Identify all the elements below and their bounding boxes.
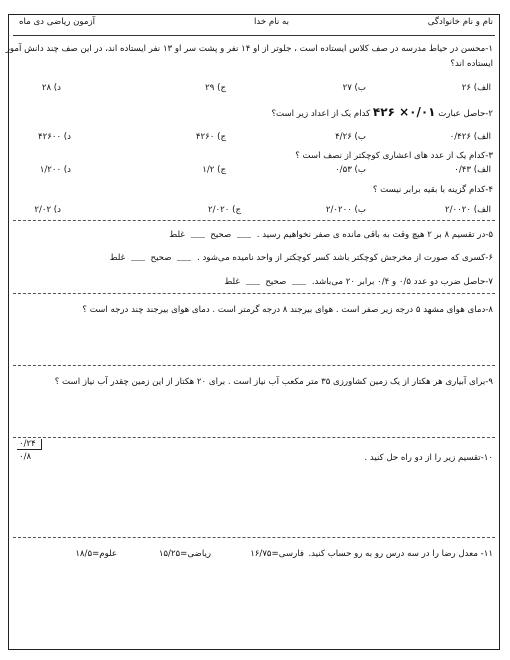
q7-false-box[interactable] xyxy=(246,284,260,285)
q5-false-label[interactable]: غلط xyxy=(169,230,185,240)
section-divider xyxy=(13,365,495,366)
q7-text: ۷-حاصل ضرب دو عدد ۰/۵ و ۰/۴ برابر ۲۰ می‌باشد. xyxy=(311,277,493,287)
q3-option-c[interactable]: ج) ۱/۲ xyxy=(202,165,226,175)
section-divider xyxy=(13,220,495,221)
q2-option-c[interactable]: ج) ۴۲۶۰ xyxy=(195,132,226,142)
question-2-text xyxy=(271,107,493,120)
q2-text-before: ۲-حاصل عبارت xyxy=(438,109,493,119)
q6-false-box[interactable] xyxy=(131,260,145,261)
q2-option-a[interactable]: الف) ۰/۴۲۶ xyxy=(449,132,491,142)
question-4-options xyxy=(17,205,491,217)
section-divider xyxy=(13,437,495,438)
q6-true-label[interactable]: صحیح xyxy=(150,253,172,263)
q2-expression: ۴۲۶ ×۰/۰۱ xyxy=(372,105,436,119)
q6-true-box[interactable] xyxy=(177,260,191,261)
q3-option-d[interactable]: د) ۱/۲۰۰ xyxy=(39,165,71,175)
q4-option-a[interactable]: الف) ۲/۰۰۲۰ xyxy=(445,205,491,215)
q7-true-label[interactable]: صحیح xyxy=(265,277,287,287)
q1-option-d[interactable]: د) ۲۸ xyxy=(41,83,61,93)
question-6 xyxy=(110,253,493,264)
question-7 xyxy=(224,277,493,288)
question-4-text: ۴-کدام گزینه با بقیه برابر نیست ؟ xyxy=(372,185,493,195)
grade-math: ریاضی=۱۵/۲۵ xyxy=(158,549,211,559)
q5-false-box[interactable] xyxy=(191,237,205,238)
question-8-text: ۸-دمای هوای مشهد ۵ درجه زیر صفر است . هوای بیرجند ۸ درجه گرمتر است . دمای هوای بیرجند چند درجه است ؟ xyxy=(82,305,493,315)
q1-option-b[interactable]: ب) ۲۷ xyxy=(342,83,366,93)
q6-false-label[interactable]: غلط xyxy=(109,253,126,263)
q5-true-box[interactable] xyxy=(237,237,251,238)
exam-sheet xyxy=(5,14,500,650)
q2-option-d[interactable]: د) ۴۲۶۰۰ xyxy=(37,132,71,142)
question-9-text: ۹-برای آبیاری هر هکتار از یک زمین کشاورزی ۳۵ متر مکعب آب نیاز است . برای ۲۰ هکتار از این زمین چقدر آب نیاز است ؟ xyxy=(54,377,493,387)
q1-option-a[interactable]: الف) ۲۶ xyxy=(461,83,491,93)
q2-text-after: کدام یک از اعداد زیر است؟ xyxy=(271,109,371,119)
grade-science: علوم=۱۸/۵ xyxy=(75,549,117,559)
page-header-title: به نام خدا xyxy=(253,17,289,27)
divisor: ۰/۸ xyxy=(19,452,32,462)
section-divider xyxy=(13,537,495,538)
q3-option-b[interactable]: ب) ۰/۵۳ xyxy=(335,165,366,175)
question-2-options xyxy=(17,132,491,144)
q4-option-c[interactable]: ج) ۲/۰۲۰ xyxy=(208,205,241,215)
question-5 xyxy=(169,230,493,241)
exam-title: آزمون ریاضی دی ماه xyxy=(19,17,95,27)
q7-false-label[interactable]: غلط xyxy=(224,277,240,287)
q3-option-a[interactable]: الف) ۰/۴۳ xyxy=(454,165,491,175)
question-1-options xyxy=(17,83,491,95)
long-division-layout xyxy=(17,439,49,462)
q1-option-c[interactable]: ج) ۲۹ xyxy=(205,83,226,93)
section-divider xyxy=(13,293,495,294)
q2-option-b[interactable]: ب) ۴/۲۶ xyxy=(335,132,366,142)
q5-true-label[interactable]: صحیح xyxy=(210,230,232,240)
header-divider xyxy=(13,35,495,36)
q4-option-b[interactable]: ب) ۲/۰۲۰۰ xyxy=(325,205,366,215)
q5-text: ۵-در تقسیم ۸ بر ۲ هیچ وقت به باقی مانده ی صفر نخواهیم رسید . xyxy=(256,230,493,240)
question-3-options xyxy=(17,165,491,177)
q6-text: ۶-کسری که صورت از مخرجش کوچکتر باشد کسر کوچکتر از واحد نامیده می‌شود . xyxy=(197,253,493,263)
question-1-text: ۱-محسن در حیاط مدرسه در صف کلاس ایستاده است ، جلوتر از او ۱۴ نفر و پشت سر او ۱۳ نفر ایستاده اند، در این صف چند دانش آموز xyxy=(5,44,493,54)
grade-farsi: فارسی=۱۶/۷۵ xyxy=(250,549,304,559)
question-10-text: ۱۰-تقسیم زیر را از دو راه حل کنید . xyxy=(364,453,493,463)
question-3-text: ۳-کدام یک از عدد های اعشاری کوچکتر از نصف است ؟ xyxy=(295,151,493,161)
dividend: ۰/۲۴ xyxy=(17,439,42,450)
q4-option-d[interactable]: د) ۲/۰۲ xyxy=(34,205,61,215)
question-11-text: ۱۱- معدل رضا را در سه درس رو به رو حساب کنید. xyxy=(308,549,493,559)
q7-true-box[interactable] xyxy=(292,284,306,285)
question-1-text-cont: ایستاده اند؟ xyxy=(450,59,493,69)
student-name-label: نام و نام خانوادگی xyxy=(427,17,493,27)
